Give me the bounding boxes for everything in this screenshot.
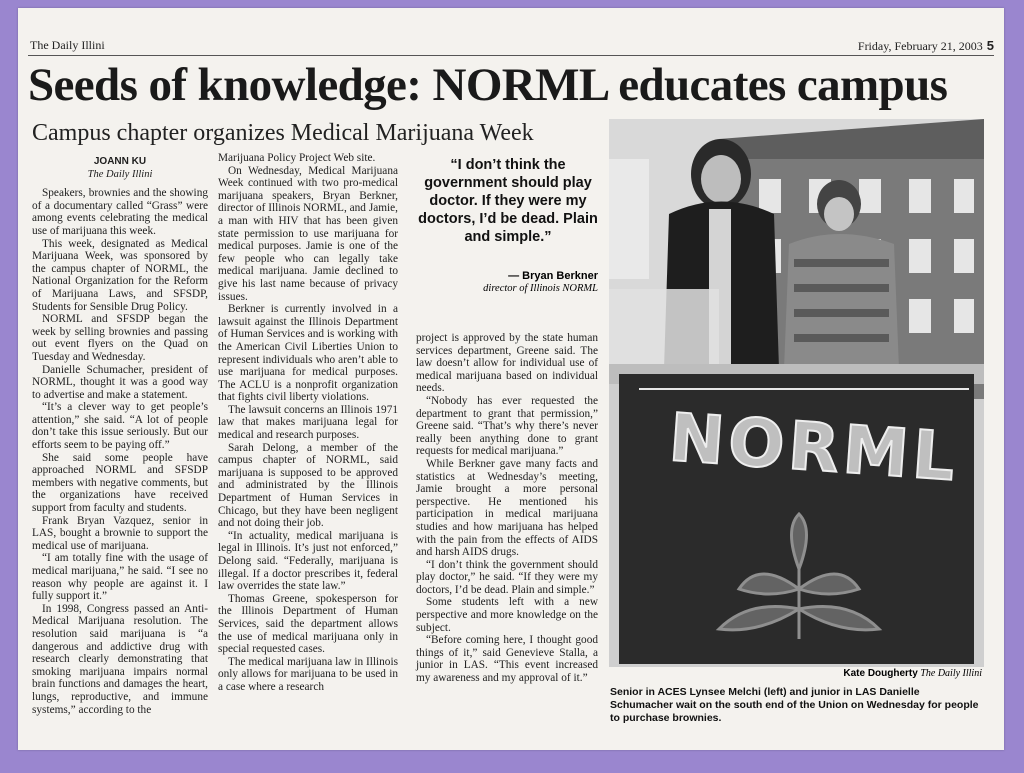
issue-date: Friday, February 21, 2003 xyxy=(857,39,983,53)
photographer-name: Kate Dougherty xyxy=(843,668,918,679)
pull-quote-title: director of Illinois NORML xyxy=(483,283,598,294)
article-paragraph: Marijuana Policy Project Web site. xyxy=(218,152,376,164)
article-paragraph: While Berkner gave many facts and statistics at Wednesday’s meeting, Jamie brought a more personal perspective. He mentioned his participation in medical marijuana studies and how marijuana has helped with the pain from the effects of AIDS and harsh AIDS drugs. xyxy=(416,457,598,559)
byline-author: JOANN KU xyxy=(93,156,147,167)
article-paragraph: “I am totally fine with the usage of medical marijuana,” he said. “I see no reason why people are against it. I fully support it.” xyxy=(32,552,208,603)
article-paragraph: She said some people have approached NORML and SFSDP members with negative comments, but the organizations have received support from faculty and students. xyxy=(32,451,208,515)
article-paragraph: “Nobody has ever requested the department to grant that permission,” Greene said. “That’s why there’s never really been anything done to grant requests for medical marijuana.” xyxy=(416,394,598,458)
article-paragraph: “I don’t think the government should play doctor,” he said. “If they were my doctors, I’d be dead. Plain and simple.” xyxy=(416,558,598,596)
article-paragraph: project is approved by the state human services department, Greene said. The law doesn’t allow for individual use of medical marijuana based on individual needs. xyxy=(416,332,598,395)
article-column-3 xyxy=(416,332,598,685)
article-paragraph: On Wednesday, Medical Marijuana Week continued with two pro-medical marijuana speakers, Bryan Berkner, director of Illinois NORML, and Jamie, a man with HIV that has been given state permission to use marijuana for medical purposes. Jamie is one of the few people who can legally take medical marijuana. Jamie declined to give his last name because of privacy issues. xyxy=(218,164,398,303)
article-paragraph: “It’s a clever way to get people’s attention,” she said. “A lot of people don’t take this issue seriously. But our efforts seem to be paying off.” xyxy=(32,401,208,452)
article-paragraph: “Before coming here, I thought good things of it,” said Genevieve Stalla, a junior in LAS. “This event increased my awareness and my approval of it.” xyxy=(416,634,598,685)
photo-caption: Senior in ACES Lynsee Melchi (left) and junior in LAS Danielle Schumacher wait on the south end of the Union on Wednesday for people to purchase brownies. xyxy=(610,686,979,724)
pull-quote-attribution: — Bryan Berkner xyxy=(508,270,598,282)
photo-publication: The Daily Illini xyxy=(920,668,982,679)
article-paragraph: Thomas Greene, spokesperson for the Illinois Department of Human Services, said the department allows the use of medical marijuana only in special requested cases. xyxy=(218,592,398,656)
article-paragraph: “In actuality, medical marijuana is legal in Illinois. It’s just not enforced,” Delong said. “Federally, marijuana is illegal. If a doctor prescribes it, federal law overrides the state law.” xyxy=(218,529,398,593)
newspaper-clipping xyxy=(18,8,1004,750)
news-photo xyxy=(609,119,984,667)
article-paragraph: This week, designated as Medical Marijuana Week, was sponsored by the campus chapter of NORML, the National Organization for the Reform of Marijuana Laws, and SFSDP, Students for Sensible Drug Policy. xyxy=(32,237,208,313)
photo-illustration xyxy=(609,119,984,667)
article-paragraph: The medical marijuana law in Illinois only allows for marijuana to be used in a case where a research xyxy=(218,655,398,693)
byline-publication: The Daily Illini xyxy=(87,168,153,180)
article-paragraph: Sarah Delong, a member of the campus chapter of NORML, said marijuana is supposed to be approved and administrated by the Illinois Department of Human Services in Chicago, but they have been negligent and not doing their job. xyxy=(218,441,398,530)
article-paragraph: NORML and SFSDP began the week by selling brownies and passing out event flyers on the Quad on Tuesday and Wednesday. xyxy=(32,313,208,363)
article-paragraph: The lawsuit concerns an Illinois 1971 law that makes marijuana legal for medical and research purposes. xyxy=(218,403,398,442)
header-rule xyxy=(28,55,994,56)
article-paragraph: Some students left with a new perspective and more knowledge on the subject. xyxy=(416,596,598,634)
subheadline: Campus chapter organizes Medical Marijuana Week xyxy=(32,120,534,146)
article-paragraph: Berkner is currently involved in a lawsuit against the Illinois Department of Human Services and is working with the American Civil Liberties Union to represent individuals who aren’t able to use marijuana for medical purposes. The ACLU is a nonprofit organization that fights civil liberty violations. xyxy=(218,303,398,404)
date-line xyxy=(858,38,994,54)
sign-text: NORML xyxy=(666,398,962,497)
pull-quote: “I don’t think the government should play doctor. If they were my doctors, I’d be dead. Plain and simple.” xyxy=(418,157,598,245)
article-paragraph: Frank Bryan Vazquez, senior in LAS, bought a brownie to support the medical use of marijuana. xyxy=(32,514,208,552)
headline: Seeds of knowledge: NORML educates campus xyxy=(28,59,948,111)
article-paragraph: Danielle Schumacher, president of NORML, thought it was a good way to advertise and make a statement. xyxy=(32,363,208,401)
page-number: 5 xyxy=(986,38,994,53)
article-paragraph: Speakers, brownies and the showing of a documentary called “Grass” were among events celebrating the medical use of marijuana this week. xyxy=(32,187,208,237)
article-column-2 xyxy=(218,152,398,694)
article-column-1 xyxy=(32,152,208,716)
photo-credit xyxy=(843,668,982,679)
paper-name: The Daily Illini xyxy=(30,38,105,52)
article-paragraph: In 1998, Congress passed an Anti-Medical Marijuana resolution. The resolution said marijuana is “a dangerous and addictive drug with research clearly demonstrating that smoking marijuana impairs normal brain functions and damages the heart, lungs, reproductive, and immune systems,” according to the xyxy=(32,602,208,716)
